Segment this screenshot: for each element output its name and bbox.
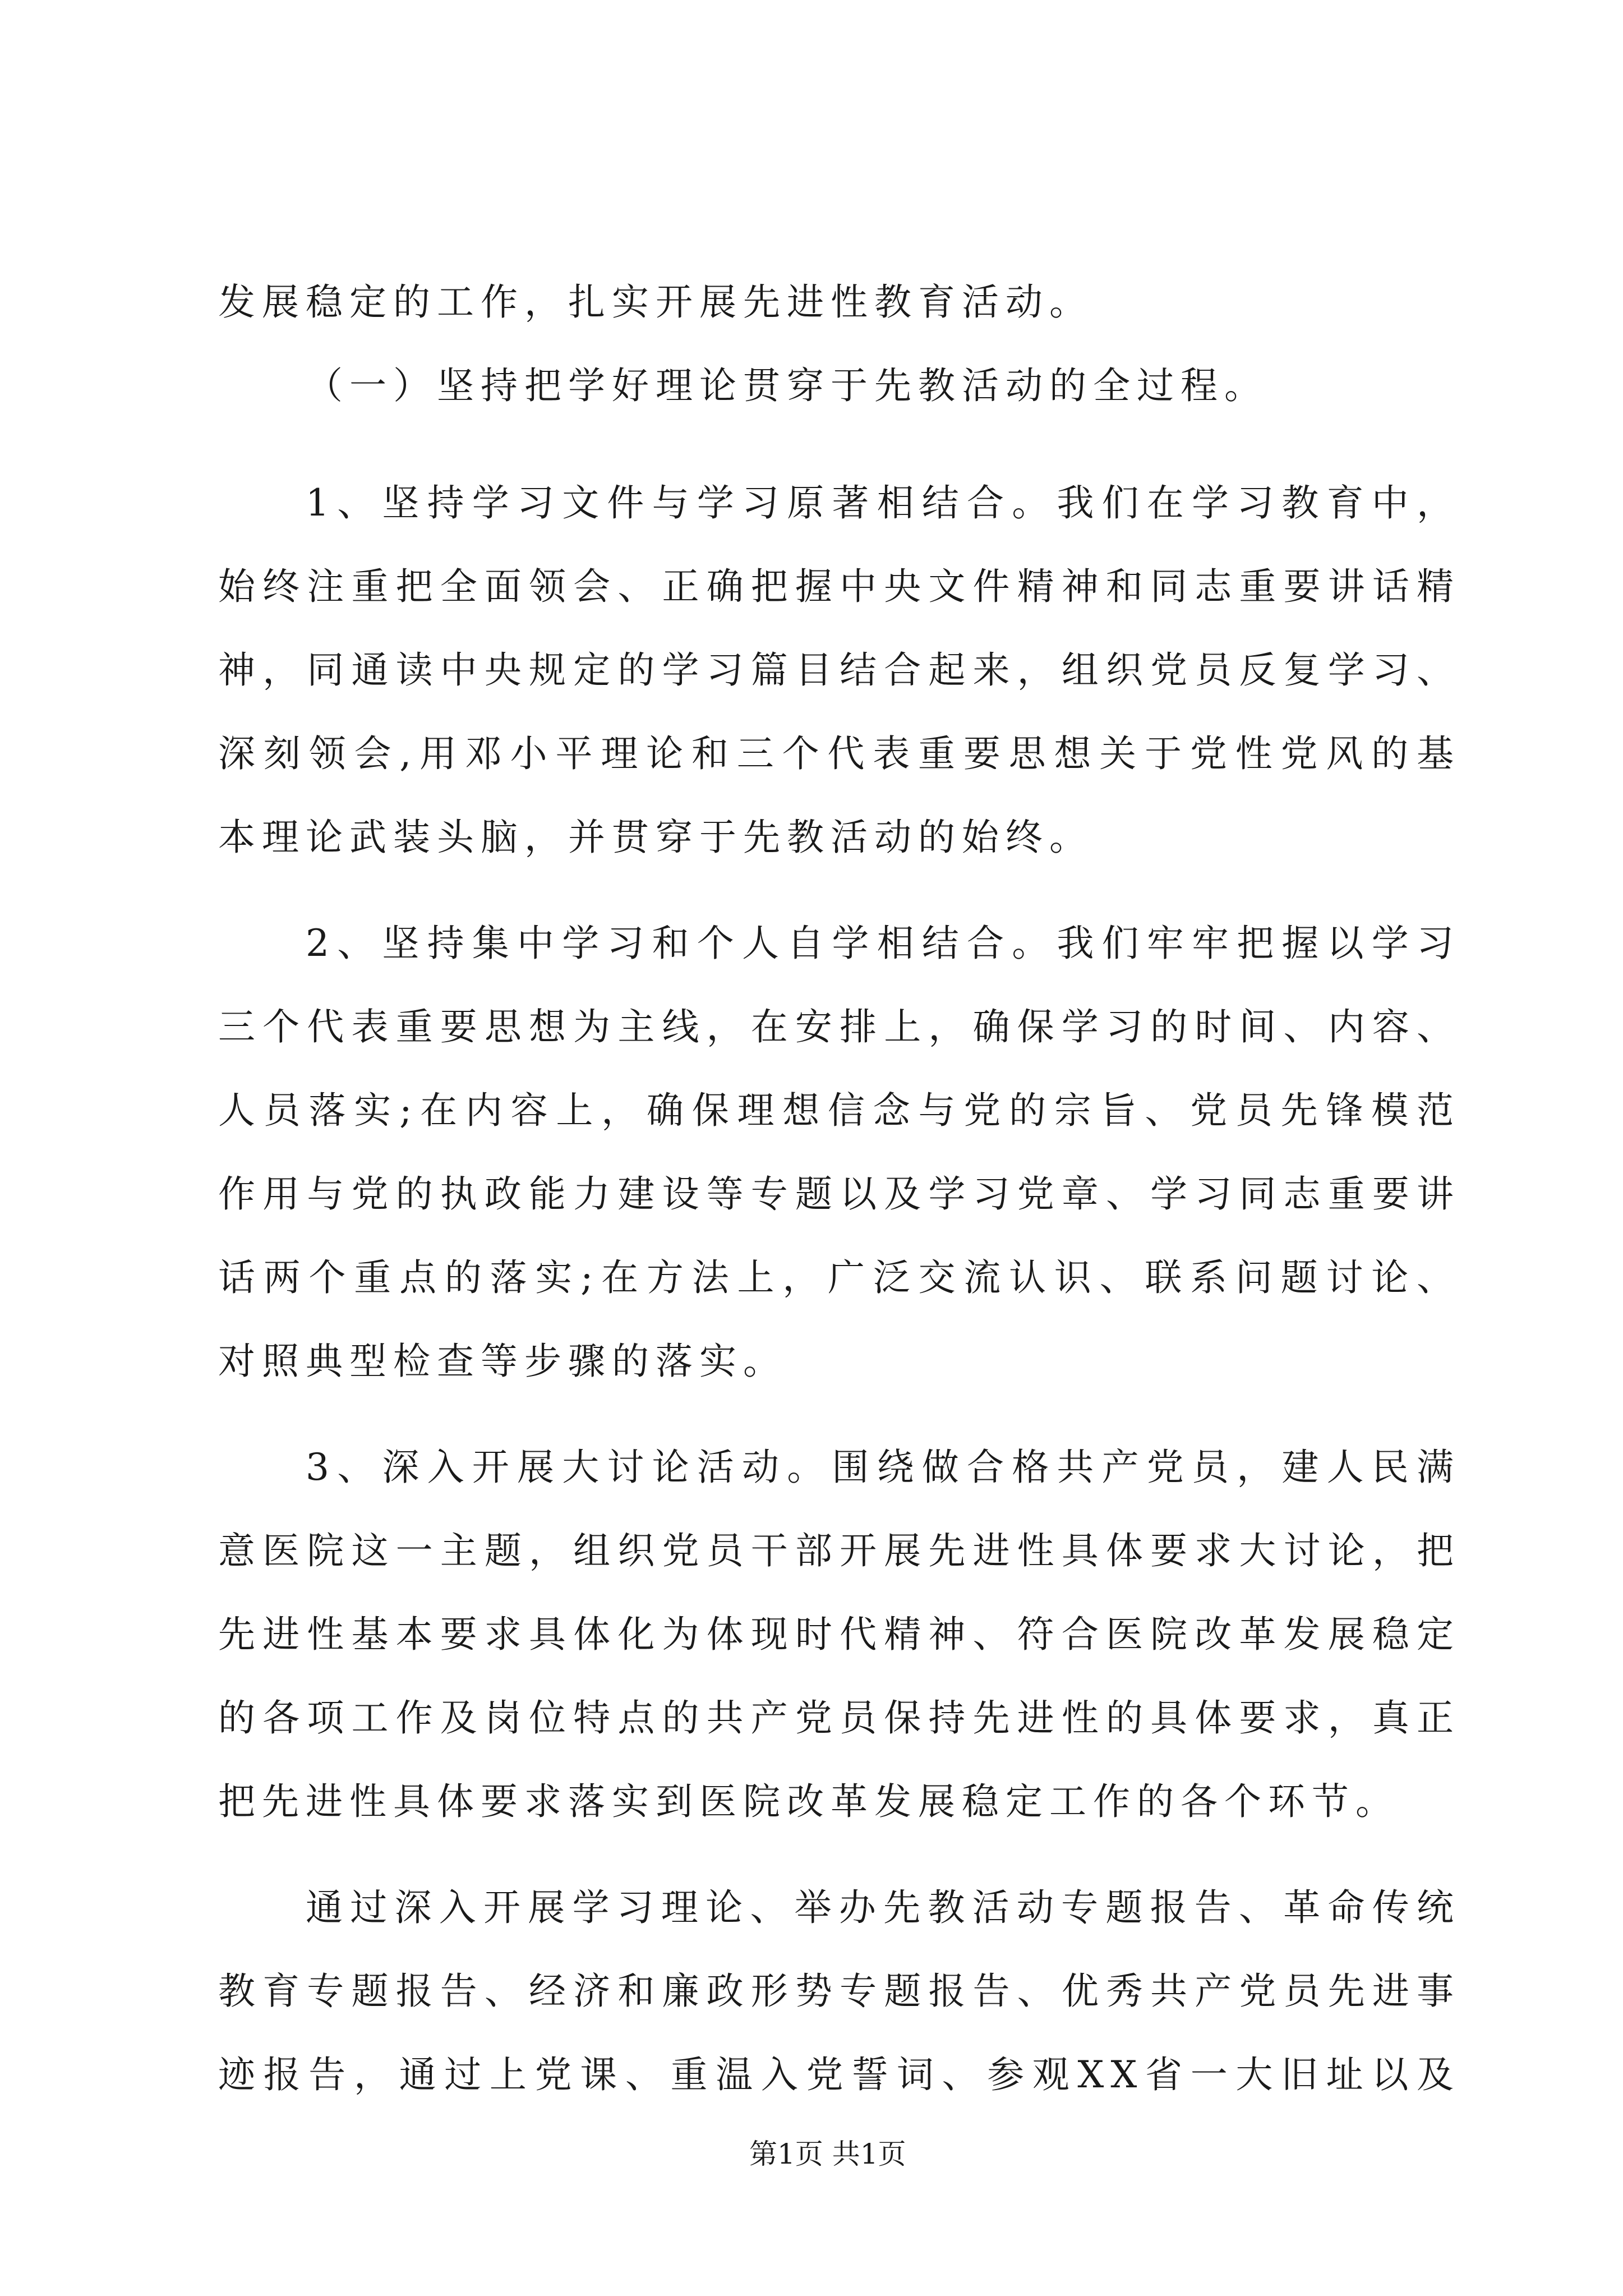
text-line: 作用与党的执政能力建设等专题以及学习党章、学习同志重要讲	[218, 1172, 1460, 1216]
section-heading	[218, 344, 1460, 427]
text-line: 深刻领会,用邓小平理论和三个代表重要思想关于党性党风的基	[218, 732, 1460, 775]
text-line: 1、坚持学习文件与学习原著相结合。我们在学习教育中，	[306, 481, 1460, 524]
page-number-footer: 第1页 共1页	[749, 2138, 906, 2170]
text-line: 3、深入开展大讨论活动。围绕做合格共产党员，建人民满	[306, 1446, 1460, 1489]
text-line: 始终注重把全面领会、正确把握中央文件精神和同志重要讲话精	[218, 565, 1460, 608]
text-line: 话两个重点的落实;在方法上，广泛交流认识、联系问题讨论、	[218, 1256, 1460, 1299]
text-line: （一）坚持把学好理论贯穿于先教活动的全过程。	[306, 364, 1268, 407]
text-line: 通过深入开展学习理论、举办先教活动专题报告、革命传统	[306, 1886, 1460, 1929]
paragraph	[218, 901, 1460, 1403]
text-line: 先进性基本要求具体化为体现时代精神、符合医院改革发展稳定	[218, 1613, 1460, 1656]
text-line: 2、坚持集中学习和个人自学相结合。我们牢牢把握以学习	[306, 922, 1460, 965]
paragraph	[218, 1866, 1460, 2116]
text-line: 发展稳定的工作，扎实开展先进性教育活动。	[218, 280, 1093, 324]
paragraph	[218, 461, 1460, 879]
text-line: 对照典型检查等步骤的落实。	[218, 1340, 787, 1383]
text-line: 教育专题报告、经济和廉政形势专题报告、优秀共产党员先进事	[218, 1970, 1460, 2013]
text-line: 神，同通读中央规定的学习篇目结合起来，组织党员反复学习、	[218, 648, 1460, 692]
text-line: 的各项工作及岗位特点的共产党员保持先进性的具体要求，真正	[218, 1696, 1460, 1740]
paragraph	[218, 260, 1460, 344]
text-line: 迹报告，通过上党课、重温入党誓词、参观XX省一大旧址以及	[218, 2053, 1460, 2096]
text-line: 把先进性具体要求落实到医院改革发展稳定工作的各个环节。	[218, 1780, 1399, 1823]
text-line: 意医院这一主题，组织党员干部开展先进性具体要求大讨论，把	[218, 1529, 1460, 1572]
text-line: 三个代表重要思想为主线，在安排上，确保学习的时间、内容、	[218, 1005, 1460, 1048]
text-line: 人员落实;在内容上，确保理想信念与党的宗旨、党员先锋模范	[218, 1089, 1460, 1132]
paragraph	[218, 1425, 1460, 1843]
document-body	[218, 260, 1460, 2116]
text-line: 本理论武装头脑，并贯穿于先教活动的始终。	[218, 816, 1093, 859]
